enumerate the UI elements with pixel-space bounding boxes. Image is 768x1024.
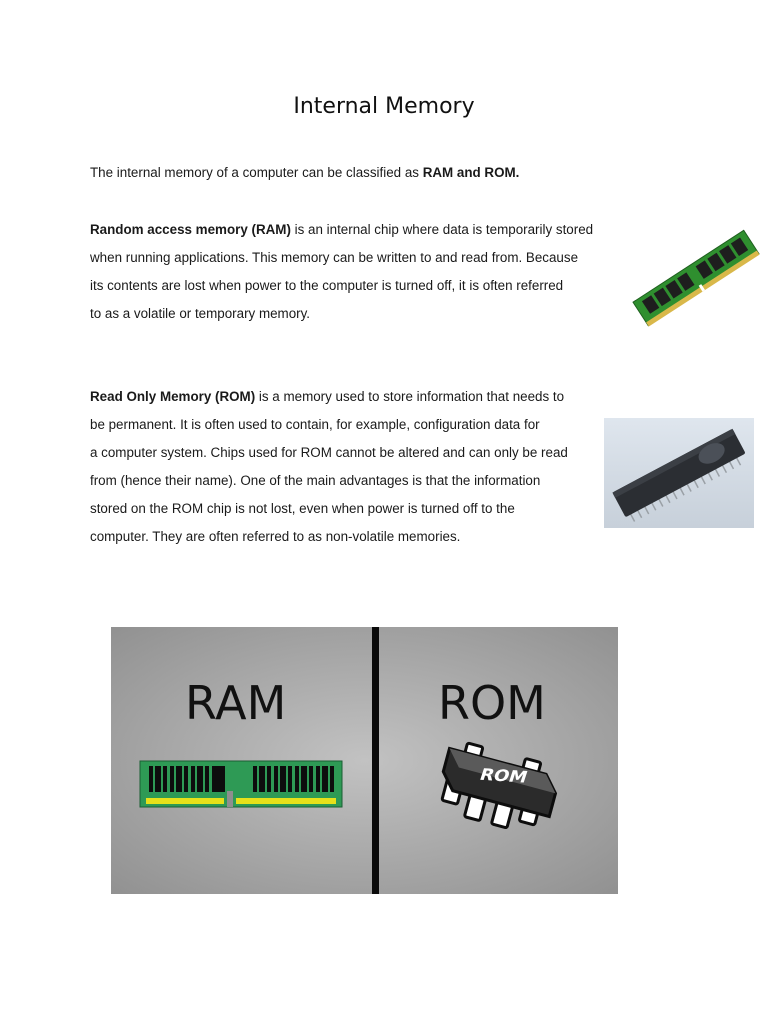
rom-line-5: stored on the ROM chip is not lost, even when power is turned off to the [90,501,515,516]
rom-line-4: from (hence their name). One of the main advantages is that the information [90,473,541,488]
ram-stick-icon [140,761,342,807]
ram-module-image [632,222,760,334]
rom-line-1: is a memory used to store information that needs to [255,389,565,404]
rom-term: Read Only Memory (ROM) [90,389,256,404]
rom-chip-image [604,418,754,528]
rom-paragraph [90,383,568,551]
banner-rom-label: ROM [438,676,546,730]
banner-divider [372,627,379,894]
intro-text: The internal memory of a computer can be classified as [90,165,423,180]
ram-line-3: its contents are lost when power to the computer is turned off, it is often referred [90,278,564,293]
rom-chip-text: ROM [477,765,530,788]
ram-term: Random access memory (RAM) [90,222,291,237]
ram-paragraph [90,216,593,328]
ram-line-2: when running applications. This memory can be written to and read from. Because [90,250,579,265]
page-title: Internal Memory [293,94,475,119]
ram-line-4: to as a volatile or temporary memory. [90,306,311,321]
rom-line-3: a computer system. Chips used for ROM cannot be altered and can only be read [90,445,568,460]
ram-rom-banner [111,627,618,894]
intro-paragraph [90,159,519,187]
rom-line-2: be permanent. It is often used to contain, for example, configuration data for [90,417,540,432]
rom-line-6: computer. They are often referred to as non-volatile memories. [90,529,461,544]
banner-ram-label: RAM [185,676,287,730]
intro-bold: RAM and ROM. [422,165,520,180]
ram-line-1: is an internal chip where data is temporarily stored [290,222,594,237]
